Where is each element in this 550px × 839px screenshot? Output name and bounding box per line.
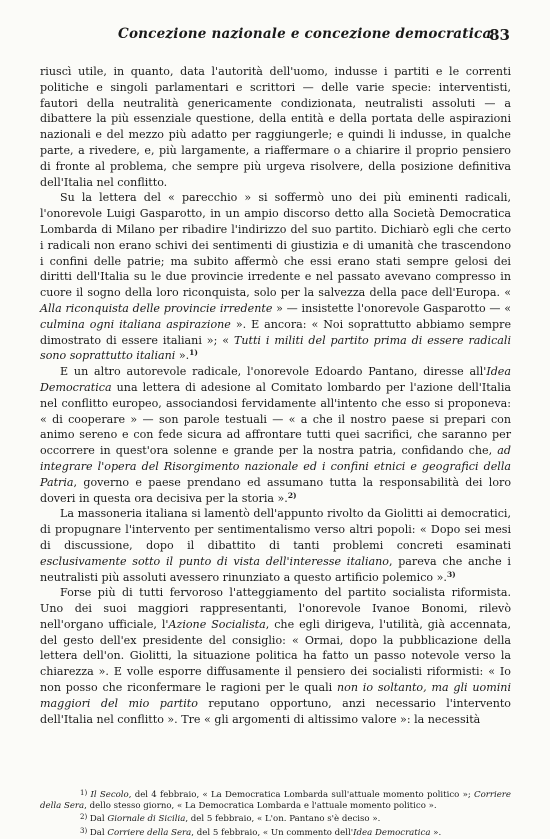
footnotes [40,788,511,839]
footnote-3-number: 3) [80,826,88,835]
paragraph-4-text: , pareva che anche i neutralisti più assoluti avessero rinunziato a questo artificio polemico ». [40,554,511,584]
paragraph-5 [40,585,511,727]
quote-italic: ad integrare l'opera del Risorgimento nazionale ed i confini etnici e geografici della Patria [40,444,511,489]
quote-italic: Alla riconquista delle provincie irredente [40,301,273,315]
quote-italic: esclusivamente sotto il punto di vista dell'interesse italiano [40,554,389,568]
quote-italic: non io soltanto, ma gli uomini maggiori del mio partito [40,681,511,710]
newspaper-title: Corriere della Sera [40,790,511,812]
newspaper-title: Il Secolo [90,790,129,800]
paragraph-5-text: reputano opportuno, anzi necessario l'intervento dell'Italia nel conflitto ». Tre « gli argomenti di altissimo valore »: la necessità [40,696,511,726]
quote-italic: culmina ogni italiana aspirazione [40,317,231,331]
paragraph-5-text: Forse più di tutti fervoroso l'atteggiamento del partito socialista riformista. Uno dei suoi maggiori rappresentanti, l'onorevole Ivanoe Bonomi, rilevò nell'organo ufficiale, l' [40,586,511,631]
paragraph-3-text: una lettera di adesione al Comitato lombardo per l'azione dell'Italia nel conflitto europeo, associandosi fervidamente all'intento che esso si proponeva: « di cooperare » — son parole testuali — « a che il nostro paese si prepari con animo sereno e con fede sicura ad affrontare tutti quei sacrifici, che saranno per occorrere in quest'ora solenne e grande per la nostra patria, confidando che, [40,380,511,458]
footnote-ref-1: 1) [189,348,198,358]
footnote-2-text: Dal [89,814,108,825]
paragraph-2-text: Su la lettera del « parecchio » si soffermò uno dei più eminenti radicali, l'onorevole Luigi Gasparotto, in un ampio discorso detto alla Società Democratica Lombarda di Milano per ribadire l'indirizzo del suo partito. Dichiarò egli che certo i radicali non erano schivi dei sentimenti di giustizia e di umanità che trascendono i confini delle patrie; ma subito affermò che essi erano stati sempre gelosi dei diritti dell'Italia su le due provincie irredente e nel passato avevano compresso in cuore il sogno della loro riconquista, solo per la salvezza della pace dell'Europa. « [40,191,511,300]
footnote-3 [40,826,511,839]
quote-italic: Tutti i militi del partito prima di essere radicali sono soprattutto italiani [40,333,511,363]
paragraph-1-text: riuscì utile, in quanto, data l'autorità dell'uomo, indusse i partiti e le correnti politiche e singoli parlamentari e scrittori — delle varie specie: interventisti, fautori della neutralità genericamente condizionata, neutralisti assoluti — a dibattere la più essenziale questione, della entità e della portata delle aspirazioni nazionali e del mezzo più adatto per raggiungerle; e quindi li indusse, in qualche parte, a rivedere, e, più largamente, a riaffermare o a chiarire il proprio pensiero di fronte al problema, che sempre più urgeva risolvere, della posizione definitiva dell'Italia nel conflitto. [40,65,511,189]
paragraph-4 [40,506,511,585]
footnote-ref-3: 3) [446,569,456,579]
footnote-1-text: , del 4 febbraio, « La Democratica Lombarda sull'attuale momento politico »; [128,790,474,800]
paragraph-2-text: ». [175,349,190,363]
footnote-3-text: ». [430,827,442,838]
paragraph-5-text: , che egli dirigeva, l'utilità, già accennata, del gesto dell'ex presidente del consiglio: « Ormai, dopo la pubblicazione della lettera dell'on. Giolitti, la situazione politica ha fatto un passo notevole verso la chiarezza ». E volle esporre diffusamente il pensiero dei socialisti riformisti: « Io non posso che riconfermare le ragioni per le quali [40,617,512,695]
journal-title: Idea Democratica [353,827,431,838]
footnote-3-text: , del 5 febbraio, « Un commento dell' [191,827,354,838]
journal-title: Idea Democratica [40,365,511,394]
footnote-2-text: , del 5 febbraio, « L'on. Pantano s'è deciso ». [185,814,381,825]
footnote-2-number: 2) [80,813,88,822]
newspaper-title: Giornale di Sicilia [107,814,186,825]
page-number: 83 [489,26,510,44]
journal-title: Azione Socialista [168,617,266,631]
footnote-3-text: Dal [89,827,108,838]
newspaper-title: Corriere della Sera [107,827,192,838]
paragraph-4-text: La massoneria italiana si lamentò dell'appunto rivolto da Giolitti ai democratici, di propugnare l'intervento per sentimentalismo verso altri popoli: « Dopo sei mesi di discussione, dopo il dibattito di tanti problemi concreti esaminati [40,507,511,552]
page-header [40,26,510,48]
footnote-1 [40,788,511,812]
footnote-1-text: , dello stesso giorno, « La Democratica Lombarda e l'attuale momento politico ». [84,801,437,812]
paragraph-3 [40,364,511,506]
paragraph-2 [40,190,511,364]
footnote-ref-2: 2) [287,490,297,500]
body-text [40,64,511,727]
footnote-2 [40,812,511,825]
paragraph-1 [40,64,511,190]
paragraph-3-text: , governo e paese prendano ed assumano tutta la responsabilità dei loro doveri in questa ora decisiva per la storia ». [40,475,511,505]
paragraph-3-text: E un altro autorevole radicale, l'onorevole Edoardo Pantano, diresse all' [60,365,487,379]
paragraph-2-text: » — insistette l'onorevole Gasparotto — « [272,301,511,315]
footnote-1-number: 1) [80,789,88,797]
paragraph-2-text: ». E ancora: « Noi soprattutto abbiamo sempre dimostrato di essere italiani »; « [40,317,512,347]
running-title: Concezione nazionale e concezione democratica [118,26,492,42]
